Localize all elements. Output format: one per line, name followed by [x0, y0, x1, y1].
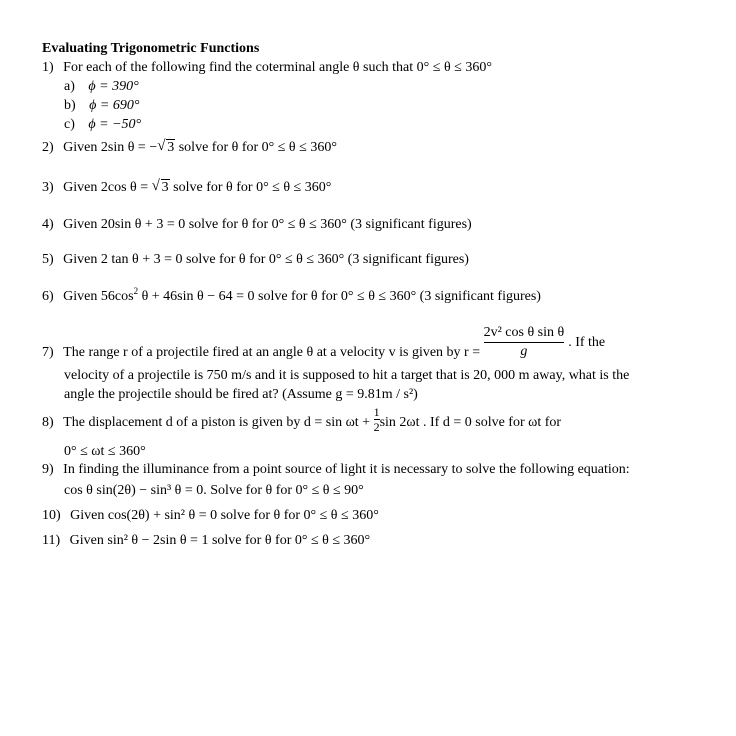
- question-8-line-2: 0° ≤ ωt ≤ 360°: [64, 444, 146, 459]
- question-number: 5): [42, 252, 54, 267]
- radicand: 3: [167, 140, 175, 155]
- question-number: 4): [42, 217, 54, 232]
- question-text-pre: Given 56cos: [63, 289, 134, 304]
- question-text: For each of the following find the coterminal angle θ such that 0° ≤ θ ≤ 360°: [63, 60, 492, 75]
- half-fraction: [374, 406, 380, 433]
- fraction-bar: [484, 342, 565, 343]
- question-7: [42, 325, 605, 360]
- part-expression: ϕ = 390°: [88, 79, 139, 94]
- question-1-part-c: [64, 116, 141, 134]
- question-1: [42, 59, 492, 77]
- part-expression: ϕ = −50°: [88, 117, 142, 132]
- question-9-line-2: cos θ sin(2θ) − sin³ θ = 0. Solve for θ for 0° ≤ θ ≤ 90°: [64, 483, 364, 498]
- question-text: Given sin² θ − 2sin θ = 1 solve for θ for 0° ≤ θ ≤ 360°: [69, 533, 371, 548]
- question-3: [42, 179, 331, 197]
- fraction-denominator: g: [520, 344, 528, 359]
- question-text-post: solve for θ for 0° ≤ θ ≤ 360°: [175, 140, 337, 155]
- question-text: In finding the illuminance from a point source of light it is necessary to solve the following equation:: [63, 462, 630, 477]
- question-number: 7): [42, 344, 54, 360]
- question-text-post: . If the: [568, 334, 606, 350]
- question-10: [42, 507, 379, 525]
- question-2: [42, 139, 337, 157]
- question-number: 1): [42, 60, 54, 75]
- question-text-pre: Given 2sin θ = −: [63, 140, 158, 155]
- question-number: 2): [42, 140, 54, 155]
- question-text: Given cos(2θ) + sin² θ = 0 solve for θ for 0° ≤ θ ≤ 360°: [70, 508, 379, 523]
- question-number: 6): [42, 289, 54, 304]
- question-11: [42, 532, 370, 550]
- question-text-pre: The range r of a projectile fired at an angle θ at a velocity v is given by r =: [63, 344, 481, 360]
- part-label: c): [64, 117, 75, 132]
- question-4: [42, 216, 472, 234]
- fraction-denominator: 2: [373, 420, 380, 434]
- question-text: Given 20sin θ + 3 = 0 solve for θ for 0° ≤ θ ≤ 360° (3 significant figures): [63, 217, 472, 232]
- question-1-part-a: [64, 78, 139, 96]
- part-label: b): [64, 98, 76, 113]
- fraction-numerator: 2v² cos θ sin θ: [483, 325, 565, 340]
- worksheet-title: Evaluating Trigonometric Functions: [42, 41, 260, 56]
- radicand: 3: [161, 180, 169, 195]
- question-6: [42, 288, 541, 306]
- square-root: √ 3: [151, 178, 169, 195]
- part-expression: ϕ = 690°: [89, 98, 140, 113]
- question-text-pre: The displacement d of a piston is given by d = sin ωt +: [63, 415, 371, 430]
- question-number: 3): [42, 180, 54, 195]
- part-label: a): [64, 79, 75, 94]
- question-number: 8): [42, 415, 54, 430]
- exponent: 2: [133, 286, 139, 296]
- fraction-numerator: 1: [373, 405, 380, 419]
- question-9: [42, 461, 630, 479]
- question-text-post: solve for θ for 0° ≤ θ ≤ 360°: [169, 180, 332, 195]
- question-text-pre: Given 2cos θ =: [63, 180, 152, 195]
- question-text-post: sin 2ωt . If d = 0 solve for ωt for: [379, 415, 562, 430]
- question-7-line-2: velocity of a projectile is 750 m/s and it is supposed to hit a target that is 20, 000 m away, what is the: [64, 368, 630, 383]
- question-8: [42, 406, 561, 433]
- question-1-part-b: [64, 97, 139, 115]
- question-text-post: θ + 46sin θ − 64 = 0 solve for θ for 0° ≤ θ ≤ 360° (3 significant figures): [138, 289, 541, 304]
- question-7-line-3: angle the projectile should be fired at? (Assume g = 9.81m / s²): [64, 387, 418, 402]
- question-number: 11): [42, 533, 61, 548]
- range-fraction: [484, 325, 565, 360]
- square-root: √ 3: [157, 138, 175, 155]
- question-text: Given 2 tan θ + 3 = 0 solve for θ for 0° ≤ θ ≤ 360° (3 significant figures): [63, 252, 469, 267]
- question-5: [42, 251, 469, 269]
- question-number: 10): [42, 508, 61, 523]
- question-number: 9): [42, 462, 54, 477]
